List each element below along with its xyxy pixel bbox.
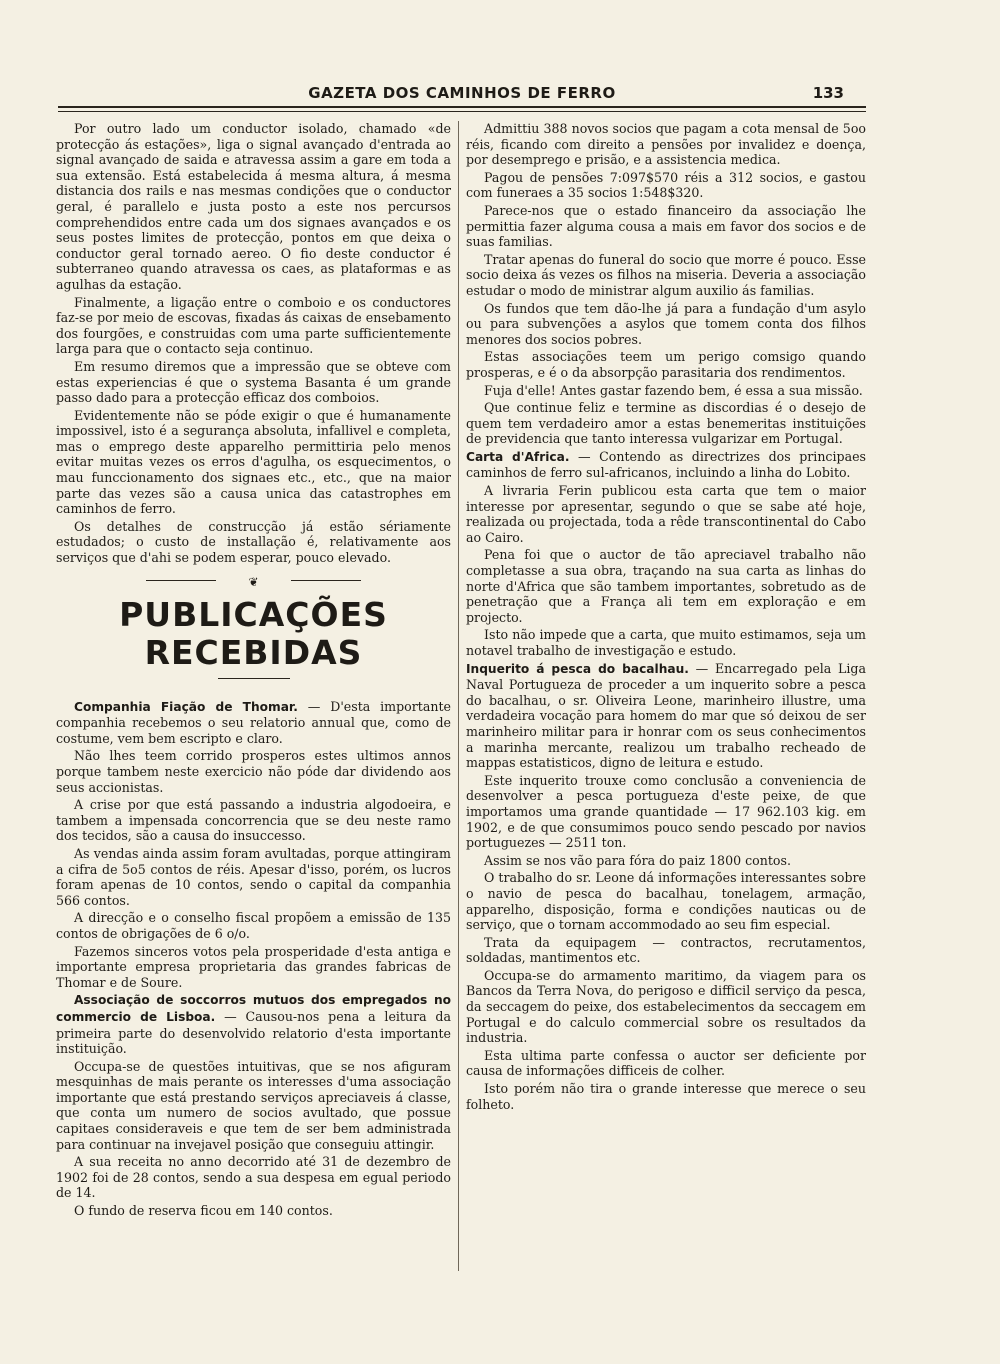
- paragraph: Não lhes teem corrido prosperos estes ultimos annos porque tambem neste exercicio não póde dar dividendo aos seus accionistas.: [56, 748, 451, 795]
- paragraph: Occupa-se de questões intuitivas, que se nos afiguram mesquinhas de mais perante os interesses d'uma associação importante que está prestando serviços apreciaveis á classe, que conta um numero de socios avultado, que possue capitaes consideraveis e que tem de ser bem administrada para continuar na invejavel posição que conseguiu attingir.: [56, 1058, 451, 1152]
- paragraph: Isto porém não tira o grande interesse que merece o seu folheto.: [466, 1081, 866, 1112]
- ornament-line: [146, 580, 216, 581]
- ornament-divider: [56, 574, 451, 589]
- article-lead-text: — Encarregado pela Liga Naval Portugueza de proceder a um inquerito sobre a pesca do bacalhau, o sr. Oliveira Leone, marinheiro illustre, uma verdadeira vocação para homem do mar que só deixou de ser marinheiro militar para ir honrar com os seus conhecimentos a marinha mercante, realizou um trabalho recheado de mappas estatisticos, digno de leitura e estudo.: [466, 660, 866, 771]
- paragraph: Fuja d'elle! Antes gastar fazendo bem, é essa a sua missão.: [484, 382, 863, 398]
- paragraph: Finalmente, a ligação entre o comboio e os conductores faz-se por meio de escovas, fixadas ás caixas de ensebamento dos fourgões, e construidas com uma parte sufficientemente larga para que o contacto seja continuo.: [56, 294, 451, 357]
- paragraph: Occupa-se do armamento maritimo, da viagem para os Bancos da Terra Nova, do perigoso e difficil serviço da pesca, da seccagem do peixe, dos estabelecimentos da seccagem em Portugal e do calculo commercial sobre os resultados da industria.: [466, 967, 866, 1046]
- ornament-line: [291, 580, 361, 581]
- paragraph: Esta ultima parte confessa o auctor ser deficiente por causa de informações difficeis de colher.: [466, 1047, 866, 1079]
- article-inquerito-lead: [466, 661, 866, 771]
- paragraph: O trabalho do sr. Leone dá informações interessantes sobre o navio de pesca do bacalhau, tonelagem, armação, apparelho, disposição, forma e condições nauticas ou de serviço, que o tornam accommodado ao seu fim especial.: [466, 870, 866, 933]
- article-associacao-lead: [56, 992, 451, 1056]
- paragraph: Em resumo diremos que a impressão que se obteve com estas experiencias é que o systema Basanta é um grande passo dado para a protecção efficaz dos comboios.: [56, 358, 451, 406]
- paragraph: Parece-nos que o estado financeiro da associação lhe permittia fazer alguma cousa a mais em favor dos socios e de suas familias.: [466, 202, 866, 250]
- paragraph: Pagou de pensões 7:097$570 réis a 312 socios, e gastou com funeraes a 35 socios 1:548$320.: [466, 169, 866, 201]
- article-heading: Associação de soccorros mutuos dos empregados no commercio de Lisboa.: [56, 993, 451, 1024]
- column-divider: [458, 121, 459, 1271]
- article-carta-lead: [466, 449, 866, 481]
- section-title: PUBLICAÇÕES RECEBIDAS: [119, 594, 388, 672]
- paragraph: Assim se nos vão para fóra do paiz 1800 contos.: [484, 852, 791, 868]
- paragraph: Este inquerito trouxe como conclusão a conveniencia de desenvolver a pesca portugueza d'este peixe, de que importamos uma grande quantidade — 17 962.103 kig. em 1902, e de que consumimos pouco sendo pescado por navios portuguezes — 2511 ton.: [466, 772, 866, 851]
- page-number: 133: [812, 84, 844, 102]
- paragraph: Por outro lado um conductor isolado, chamado «de protecção ás estações», liga o signal avançado d'entrada ao signal avançado de saida e atravessa assim a gare em toda a sua extensão. Está estabelecida á mesma altura, á mesma distancia dos rails e nas mesmas condições que o conductor geral, é parallelo e justa posto a este nos percursos comprehendidos entre cada um dos signaes avançados e os seus postes limites de protecção, pontos em que deixa o conductor geral tornado aereo. O fio deste conductor é subterraneo quando atravessa os caes, as plataformas e as agulhas da estação.: [56, 121, 451, 292]
- article-lead-text: — Contendo as directrizes dos principaes caminhos de ferro sul-africanos, incluindo a linha do Lobito.: [466, 448, 866, 481]
- article-heading: Inquerito á pesca do bacalhau.: [466, 661, 689, 676]
- right-column: [466, 121, 866, 1271]
- paragraph: Evidentemente não se póde exigir o que é humanamente impossivel, isto é a segurança absoluta, infallivel e completa, mas o emprego deste apparelho permittiria pelo menos evitar muitas vezes os erros d'agulha, os esquecimentos, o mau funccionamento dos signaes etc., etc., que na maior parte das vezes são a causa unica das catastrophes em caminhos de ferro.: [56, 407, 451, 517]
- paragraph: Admittiu 388 novos socios que pagam a cota mensal de 5oo réis, ficando com direito a pensões por invalidez e doença, por desemprego e prisão, e a assistencia medica.: [466, 121, 866, 168]
- paragraph: As vendas ainda assim foram avultadas, porque attingiram a cifra de 5o5 contos de réis. Apesar d'isso, porém, os lucros foram apenas de 10 contos, sendo o capital da companhia 566 contos.: [56, 845, 451, 908]
- paragraph: O fundo de reserva ficou em 140 contos.: [74, 1203, 333, 1219]
- article-heading: Companhia Fiação de Thomar.: [74, 699, 298, 714]
- left-column: [56, 121, 451, 1271]
- publication-title: GAZETA DOS CAMINHOS DE FERRO: [308, 84, 616, 102]
- section-rule: [218, 678, 290, 679]
- paragraph: Os detalhes de construcção já estão sériamente estudados; o custo de installação é, relativamente aos serviços que d'ahi se podem esperar, pouco elevado.: [56, 518, 451, 566]
- paragraph: Que continue feliz e termine as discordias é o desejo de quem tem verdadeiro amor a estas benemeritas instituições de previdencia que tanto interessa vulgarizar em Portugal.: [466, 400, 866, 447]
- paragraph: A direcção e o conselho fiscal propõem a emissão de 135 contos de obrigações de 6 o/o.: [56, 910, 451, 941]
- page-header: [58, 84, 866, 106]
- paragraph: A sua receita no anno decorrido até 31 de dezembro de 1902 foi de 28 contos, sendo a sua despesa em egual periodo de 14.: [56, 1154, 451, 1201]
- paragraph: Isto não impede que a carta, que muito estimamos, seja um notavel trabalho de investigação e estudo.: [466, 627, 866, 658]
- article-heading: Carta d'Africa.: [466, 449, 570, 464]
- paragraph: Estas associações teem um perigo comsigo quando prosperas, e é o da absorpção parasitaria dos rendimentos.: [466, 349, 866, 380]
- paragraph: Pena foi que o auctor de tão apreciavel trabalho não completasse a sua obra, traçando na sua carta as linhas do norte d'Africa que são tambem importantes, sobretudo as de penetração que a França ali tem em exploração e em projecto.: [466, 547, 866, 625]
- paragraph: Tratar apenas do funeral do socio que morre é pouco. Esse socio deixa ás vezes os filhos na miseria. Deveria a associação estudar o modo de ministrar algum auxilio ás familias.: [466, 251, 866, 298]
- paragraph: A crise por que está passando a industria algodoeira, e tambem a impensada concorrencia que se deu neste ramo dos tecidos, são a causa do insuccesso.: [56, 797, 451, 844]
- article-companhia-lead: [56, 699, 451, 747]
- article-lead-text: — D'esta importante companhia recebemos o seu relatorio annual que, como de costume, vem bem escripto e claro.: [56, 698, 451, 746]
- header-rule: [58, 106, 866, 112]
- ornament-icon: ❦: [248, 574, 259, 589]
- paragraph: Fazemos sinceros votos pela prosperidade d'esta antiga e importante empresa proprietaria das grandes fabricas de Thomar e de Soure.: [56, 943, 451, 990]
- paragraph: Trata da equipagem — contractos, recrutamentos, soldadas, mantimentos etc.: [466, 934, 866, 966]
- paragraph: A livraria Ferin publicou esta carta que tem o maior interesse por apresentar, segundo o que se sabe até hoje, realizada ou projectada, toda a rêde transcontinental do Cabo ao Cairo.: [466, 483, 866, 545]
- paragraph: Os fundos que tem dão-lhe já para a fundação d'um asylo ou para subvenções a asylos que tomem conta dos filhos menores dos socios pobres.: [466, 300, 866, 347]
- article-lead-text: — Causou-nos pena a leitura da primeira parte do desenvolvido relatorio d'esta importante instituição.: [56, 1008, 451, 1057]
